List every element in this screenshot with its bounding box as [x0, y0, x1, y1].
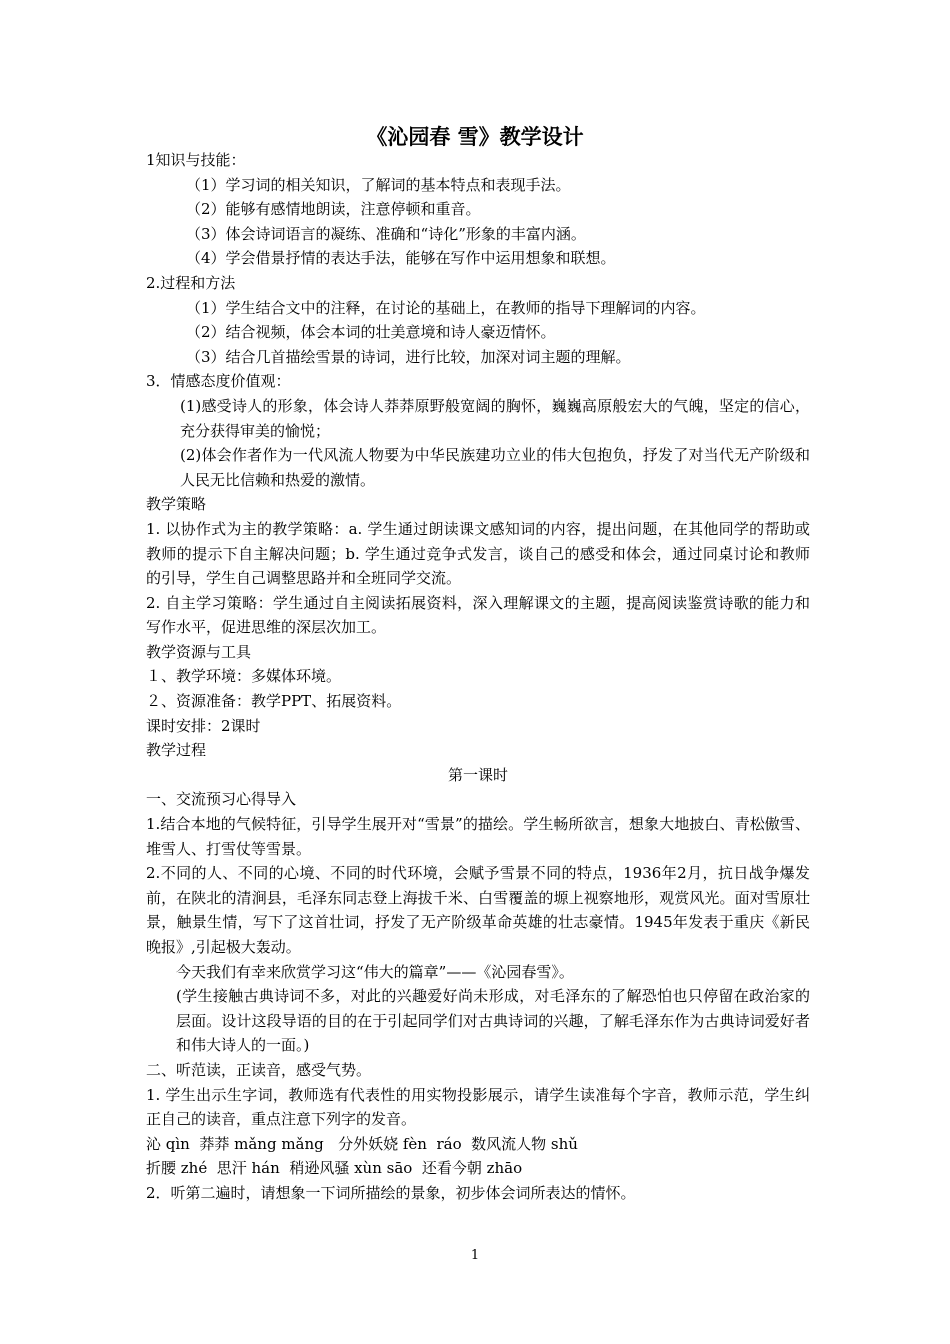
- paragraph: （3）体会诗词语言的凝练、准确和“诗化”形象的丰富内涵。: [186, 224, 586, 243]
- paragraph: 1. 学生出示生字词，教师选有代表性的用实物投影展示，请学生读准每个字音，教师示范，学生纠正自己的读音，重点注意下列字的发音。: [146, 1085, 810, 1129]
- paragraph: (学生接触古典诗词不多，对此的兴趣爱好尚未形成，对毛泽东的了解恐怕也只停留在政治家的层面。设计这段导语的目的在于引起同学们对古典诗词的兴趣，了解毛泽东作为古典诗词爱好者和伟大诗人的一面。): [176, 987, 810, 1055]
- paragraph: (1)感受诗人的形象，体会诗人莽莽原野般宽阔的胸怀，巍巍高原般宏大的气魄，坚定的信心，充分获得审美的愉悦；: [180, 396, 810, 440]
- document-title: 《沁园春 雪》教学设计: [366, 124, 584, 149]
- section-heading: 2.过程和方法: [146, 273, 236, 292]
- page-number: 1: [470, 1248, 480, 1263]
- paragraph: （1）学生结合文中的注释，在讨论的基础上，在教师的指导下理解词的内容。: [186, 298, 706, 317]
- paragraph: （4）学会借景抒情的表达手法，能够在写作中运用想象和联想。: [186, 249, 616, 268]
- paragraph: ２、资源准备：教学PPT、拓展资料。: [146, 692, 402, 711]
- paragraph: (2)体会作者作为一代风流人物要为中华民族建功立业的伟大包抱负，抒发了对当代无产阶级和人民无比信赖和热爱的激情。: [180, 446, 810, 489]
- section-heading: 教学资源与工具: [146, 642, 252, 661]
- section-heading: 1知识与技能：: [146, 151, 246, 169]
- paragraph: 2. 自主学习策略：学生通过自主阅读拓展资料，深入理解课文的主题，提高阅读鉴赏诗歌的能力和写作水平，促进思维的深层次加工。: [146, 593, 810, 637]
- paragraph: 2.不同的人、不同的心境、不同的时代环境，会赋予雪景不同的特点，1936年2月，抗日战争爆发前，在陕北的清涧县，毛泽东同志登上海拔千米、白雪覆盖的塬上视察地形，观赏风光。面对雪原壮景，触景生情，写下了这首壮词，抒发了无产阶级革命英雄的壮志豪情。1945年发表于重庆《新民晚报》,引起极大轰动。: [146, 864, 810, 956]
- paragraph: 2．听第二遍时，请想象一下词所描绘的景象，初步体会词所表达的情怀。: [146, 1183, 636, 1202]
- section-heading: 教学策略: [146, 495, 207, 514]
- paragraph: 今天我们有幸来欣赏学习这“伟大的篇章”——《沁园春雪》。: [176, 962, 574, 981]
- section-heading: 一、交流预习心得导入: [146, 790, 297, 809]
- paragraph: 1.结合本地的气候特征，引导学生展开对“雪景”的描绘。学生畅所欲言，想象大地披白、青松傲雪、堆雪人、打雪仗等雪景。: [146, 815, 810, 858]
- paragraph: （2）能够有感情地朗读，注意停顿和重音。: [186, 200, 481, 219]
- paragraph: （3）结合几首描绘雪景的诗词，进行比较，加深对词主题的理解。: [186, 347, 631, 366]
- section-heading: 3．情感态度价值观：: [146, 372, 291, 391]
- pinyin-line: 折腰 zhé 思汗 hán 稍逊风骚 xùn sāo 还看今朝 zhāo: [146, 1159, 523, 1178]
- paragraph: （1）学习词的相关知识，了解词的基本特点和表现手法。: [186, 175, 571, 194]
- section-heading: 教学过程: [146, 741, 207, 760]
- lesson-heading: 第一课时: [447, 765, 508, 784]
- paragraph: 课时安排：2课时: [146, 716, 261, 735]
- pinyin-line: 沁 qìn 莽莽 mǎng mǎng 分外妖娆 fèn ráo 数风流人物 shǔ: [146, 1134, 578, 1153]
- paragraph: 1. 以协作式为主的教学策略：a. 学生通过朗读课文感知词的内容，提出问题，在其他同学的帮助或教师的提示下自主解决问题；b. 学生通过竞争式发言，谈自己的感受和体会，通过同桌讨论和教师的引导，学生自己调整思路并和全班同学交流。: [146, 519, 810, 588]
- paragraph: （2）结合视频，体会本词的壮美意境和诗人豪迈情怀。: [186, 323, 556, 342]
- paragraph: １、教学环境：多媒体环境。: [146, 667, 342, 686]
- document-body: [146, 148, 810, 1206]
- section-heading: 二、听范读，正读音，感受气势。: [146, 1060, 372, 1079]
